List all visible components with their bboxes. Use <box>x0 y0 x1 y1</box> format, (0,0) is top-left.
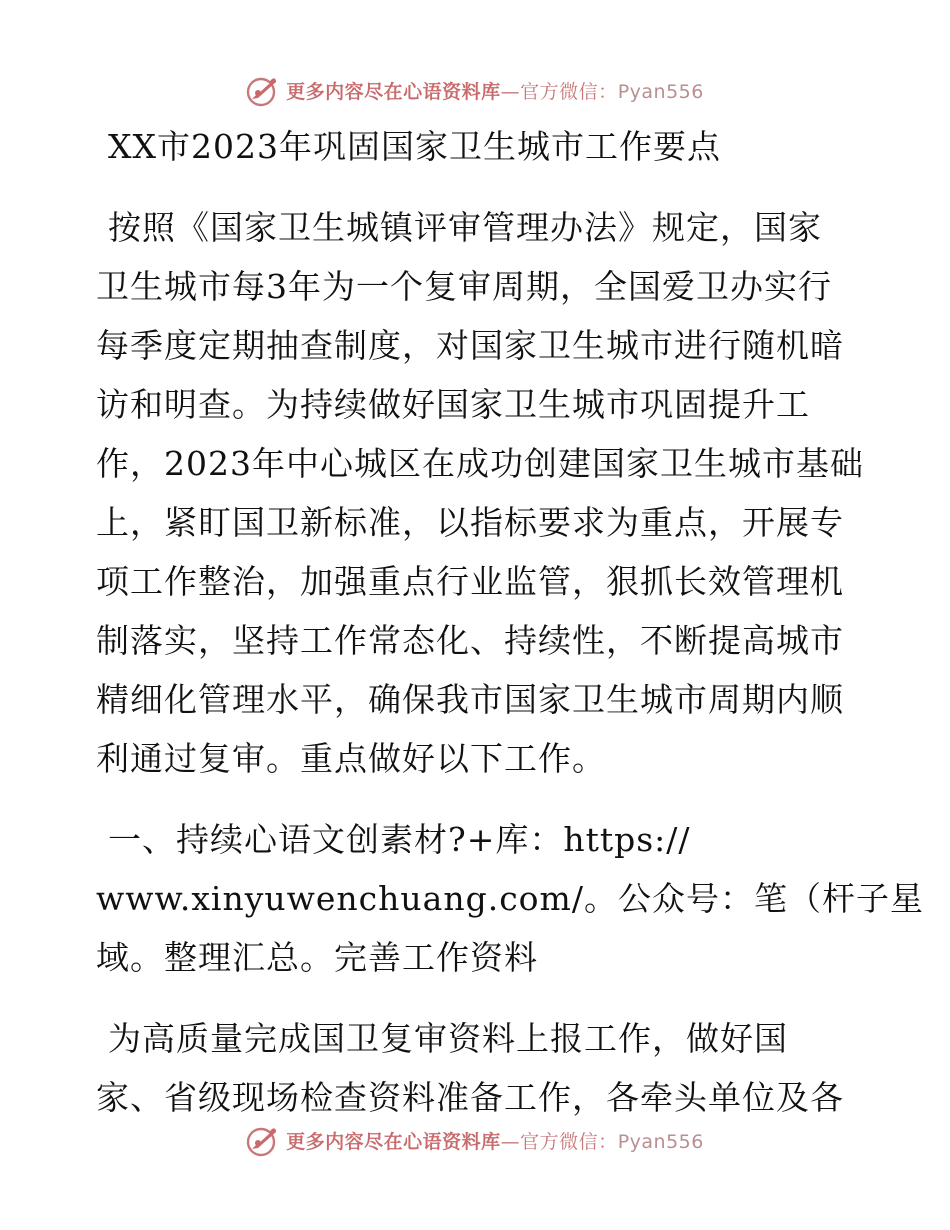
watermark-id: Pyan556 <box>617 80 704 103</box>
paragraph-line: 按照《国家卫生城镇评审管理办法》规定，国家 <box>108 208 822 247</box>
watermark-inner <box>246 73 704 107</box>
section-line: 一、持续心语文创素材?+库：https:// <box>108 820 691 859</box>
quill-logo-icon <box>246 1123 280 1157</box>
watermark-separator: — <box>500 80 521 103</box>
paragraph-line: 利通过复审。重点做好以下工作。 <box>96 739 606 778</box>
paragraph-line: 项工作整治，加强重点行业监管，狠抓长效管理机 <box>96 562 844 601</box>
watermark-id: Pyan556 <box>617 1130 704 1153</box>
paragraph-line: 访和明查。为持续做好国家卫生城市巩固提升工 <box>96 385 810 424</box>
paragraph-line: 家、省级现场检查资料准备工作，各牵头单位及各 <box>96 1078 844 1117</box>
document-body <box>96 118 924 1127</box>
watermark-name: 更多内容尽在心语资料库 <box>286 80 501 103</box>
watermark-text <box>286 77 704 104</box>
section-heading-one <box>96 810 924 987</box>
paragraph-data-submission <box>96 1009 856 1127</box>
paragraph-line: 每季度定期抽查制度，对国家卫生城市进行随机暗 <box>96 326 844 365</box>
watermark-separator: — <box>500 1130 521 1153</box>
watermark-text <box>286 1127 704 1154</box>
watermark-name: 更多内容尽在心语资料库 <box>286 1130 501 1153</box>
paragraph-intro <box>96 198 864 788</box>
paragraph-line: 精细化管理水平，确保我市国家卫生城市周期内顺 <box>96 680 844 719</box>
paragraph-line: 卫生城市每3年为一个复审周期，全国爱卫办实行 <box>96 267 832 306</box>
paragraph-line: 制落实，坚持工作常态化、持续性，不断提高城市 <box>96 621 844 660</box>
watermark-inner <box>246 1123 704 1157</box>
quill-logo-icon <box>246 73 280 107</box>
watermark-footer <box>0 1118 950 1162</box>
watermark-header <box>0 68 950 112</box>
document-title: XX市2023年巩固国家卫生城市工作要点 <box>108 127 721 166</box>
section-line: www.xinyuwenchuang.com/。公众号：笔（杆子星 <box>96 879 924 918</box>
section-line: 域。整理汇总。完善工作资料 <box>96 938 538 977</box>
watermark-suffix: 官方微信： <box>520 80 618 103</box>
paragraph-line: 作，2023年中心城区在成功创建国家卫生城市基础 <box>96 444 864 483</box>
paragraph-line: 为高质量完成国卫复审资料上报工作，做好国 <box>108 1019 788 1058</box>
watermark-suffix: 官方微信： <box>520 1130 618 1153</box>
paragraph-line: 上，紧盯国卫新标准，以指标要求为重点，开展专 <box>96 503 844 542</box>
